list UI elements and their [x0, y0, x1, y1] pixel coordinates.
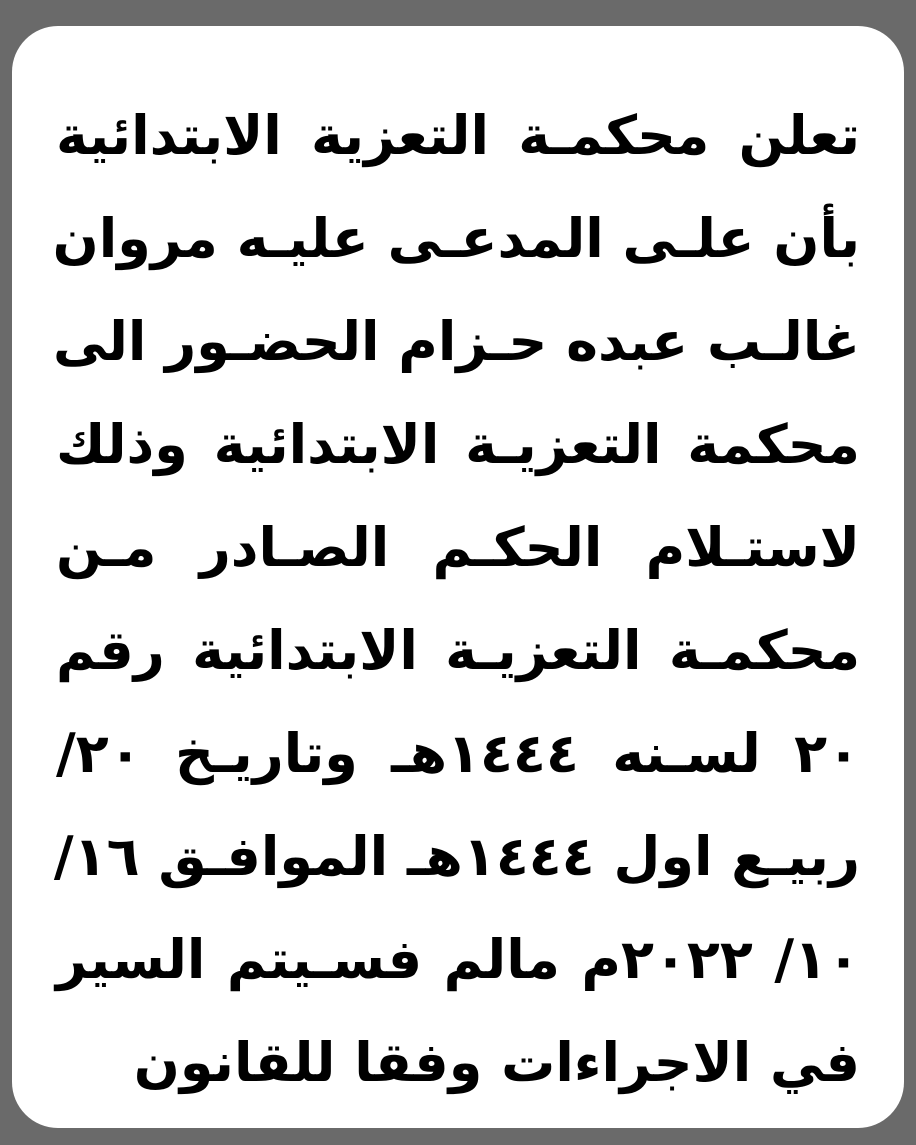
notice-card — [12, 26, 904, 1128]
notice-line-3: غالـب عبده حـزام الحضـور الى — [52, 310, 860, 373]
notice-line-10: في الاجراءات وفقا للقانون — [133, 1031, 860, 1094]
notice-text — [52, 96, 861, 1126]
notice-line-1: تعلن محكمـة التعزية الابتدائية — [56, 104, 860, 167]
notice-line-6: محكمـة التعزيـة الابتدائية رقم — [56, 619, 860, 682]
notice-line-7: ٢٠ لسـنه ١٤٤٤هـ وتاريـخ ٢٠/ — [56, 722, 861, 785]
notice-line-4: محكمة التعزيـة الابتدائية وذلك — [56, 413, 860, 476]
notice-line-9: ١٠/ ٢٠٢٢م مالم فسـيتم السير — [56, 928, 860, 991]
notice-line-5: لاستـلام الحكـم الصـادر مـن — [56, 516, 860, 579]
notice-line-8: ربيـع اول ١٤٤٤هـ الموافـق ١٦/ — [53, 825, 860, 888]
notice-line-2: بأن علـى المدعـى عليـه مروان — [52, 207, 860, 270]
